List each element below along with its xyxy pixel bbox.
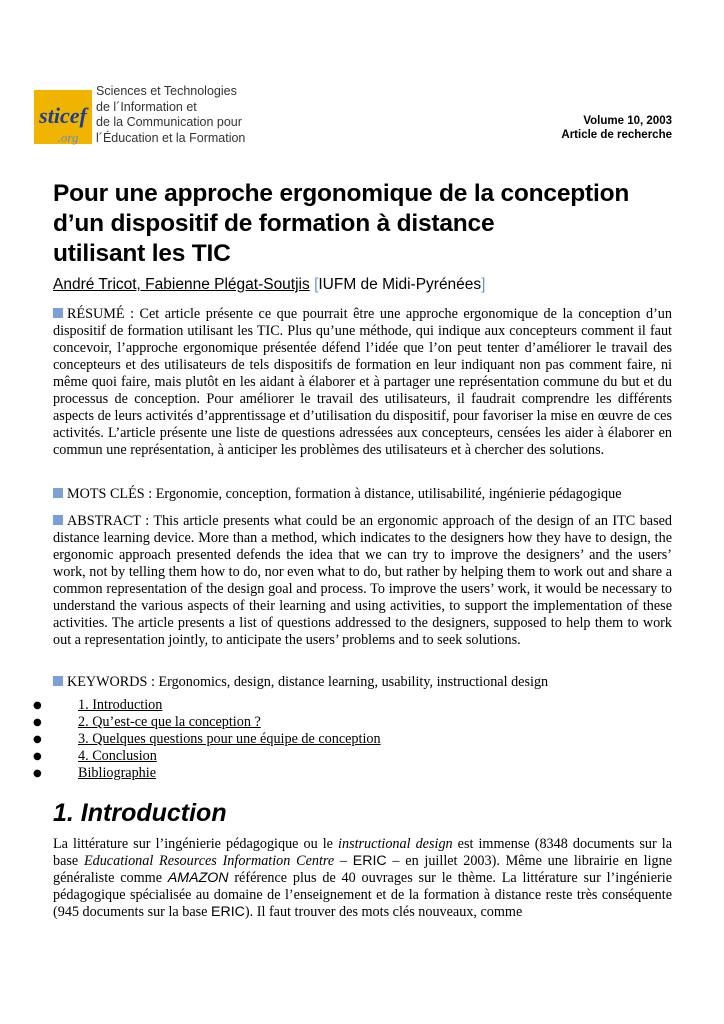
eric-full-name: Educational Resources Information Centre	[83, 853, 335, 869]
keywords-text: : Ergonomics, design, distance learning, usability, instructional design	[147, 674, 549, 690]
bullet-icon: ●	[33, 751, 42, 762]
mots-cles-paragraph	[53, 486, 672, 503]
toc-link-conclusion[interactable]: 4. Conclusion	[78, 748, 157, 764]
square-bullet-icon	[53, 515, 63, 525]
bullet-icon: ●	[33, 700, 42, 711]
bullet-icon: ●	[33, 717, 42, 728]
eric-acronym: ERIC	[352, 853, 387, 869]
resume-label: RÉSUMÉ	[67, 306, 125, 322]
abstract-text: : This article presents what could be an ergonomic approach of the design of an ITC based distance learning device. More than a method, which indicates to the designers how they have to design, the ergonomic approach presented defends the idea that we can try to improve the designers’ and the users’ work, not by telling them how to do, nor even what to do, but rather by helping them to work out and share a common representation of the design goal and process. To improve the users’ work, it would be necessary to understand the various aspects of their learning and using activities, to support the implementation of these activities. The article presents a list of questions addressed to the designers, supposed to help them to work out a representation jointly, to anticipate the users’ problems and to seek solutions.	[53, 513, 672, 648]
sticef-logo-icon	[32, 86, 94, 148]
bullet-icon: ●	[33, 734, 42, 745]
author-names[interactable]: André Tricot, Fabienne Plégat-Soutjis	[53, 276, 310, 293]
toc-link-questions[interactable]: 3. Quelques questions pour une équipe de conception	[78, 731, 381, 747]
volume-label: Volume 10, 2003	[583, 115, 672, 127]
logo-line: de l´Information et	[96, 99, 197, 114]
title-line: d’un dispositif de formation à distance	[53, 210, 495, 237]
introduction-paragraph: La littérature sur l’ingénierie pédagogique ou le instructional design est immense (8348 documents sur la base Educational Resources Information Centre – ERIC – en juillet 2003). Même une librairie en ligne généraliste comme AMAZON référence plus de 40 ouvrages sur le thème. La littérature sur l’ingénierie pédagogique spécialisée au domaine de l’enseignement et de la formation à distance reste très conséquente (945 documents sur la base ERIC). Il faut trouver des mots clés nouveaux, comme	[53, 836, 673, 920]
bracket-close: ]	[481, 276, 486, 293]
article-title	[53, 179, 673, 269]
toc-item	[33, 731, 381, 748]
resume-text: : Cet article présente ce que pourrait être une approche ergonomique de la conception d’un dispositif de formation utilisant les TIC. Plus qu’une méthode, qui indique aux concepteurs comment il faut concevoir, l’approche ergonomique présentée défend l’idée que l’on peut tenter d’améliorer le travail des concepteurs et des utilisateurs de tels dispositifs de formation en leur indiquant non pas comment faire, ni même quoi faire, mais plutôt en les aidant à élaborer et à partager une représentation commune du but et du processus de conception. Pour améliorer le travail des utilisateurs, il faudrait comprendre les différents aspects de leurs activités d’apprentissage et d’utilisation du dispositif, pour favoriser la mise en œuvre de ces activités. L’article présente une liste de questions adressées aux concepteurs, censées les aider à élaborer en commun une représentation, à anticiper les problèmes des utilisateurs et à chercher des solutions.	[53, 306, 672, 458]
term-instructional-design: instructional design	[338, 836, 453, 852]
logo-wordmark: sticef	[39, 103, 87, 128]
mots-cles-text: : Ergonomie, conception, formation à distance, utilisabilité, ingénierie pédagogique	[144, 486, 622, 502]
bullet-icon: ●	[33, 768, 42, 779]
abstract-paragraph	[53, 513, 672, 649]
affiliation-link[interactable]: IUFM de Midi-Pyrénées	[318, 276, 482, 293]
table-of-contents	[33, 697, 381, 782]
toc-link-introduction[interactable]: 1. Introduction	[78, 697, 163, 713]
square-bullet-icon	[53, 308, 63, 318]
toc-item	[33, 714, 381, 731]
logo-tagline	[96, 84, 245, 146]
logo-line: Sciences et Technologies	[96, 84, 237, 98]
title-line: utilisant les TIC	[53, 240, 231, 267]
toc-item	[33, 748, 381, 765]
square-bullet-icon	[53, 488, 63, 498]
amazon-name: AMAZON	[167, 870, 229, 886]
logo-line: l´Éducation et la Formation	[96, 130, 246, 145]
eric-acronym: ERIC	[211, 904, 245, 920]
abstract-label: ABSTRACT	[67, 513, 141, 529]
logo-line: de la Communication pour	[96, 115, 242, 129]
bracket-open: [	[314, 276, 319, 293]
title-line: Pour une approche ergonomique de la conception	[53, 180, 630, 207]
square-bullet-icon	[53, 676, 63, 686]
article-type: Article de recherche	[561, 129, 672, 141]
toc-item	[33, 765, 381, 782]
logo-sub: .org	[57, 130, 79, 145]
authors-line	[53, 276, 485, 294]
toc-link-conception[interactable]: 2. Qu’est-ce que la conception ?	[78, 714, 261, 730]
mots-cles-label: MOTS CLÉS	[67, 486, 145, 502]
toc-item	[33, 697, 381, 714]
keywords-paragraph	[53, 674, 672, 691]
keywords-label: KEYWORDS	[67, 674, 148, 690]
sticef-logo[interactable]	[32, 84, 262, 150]
resume-paragraph	[53, 306, 672, 459]
volume-info	[561, 114, 672, 142]
section-heading-introduction: 1. Introduction	[53, 799, 227, 827]
toc-link-bibliographie[interactable]: Bibliographie	[78, 765, 157, 781]
